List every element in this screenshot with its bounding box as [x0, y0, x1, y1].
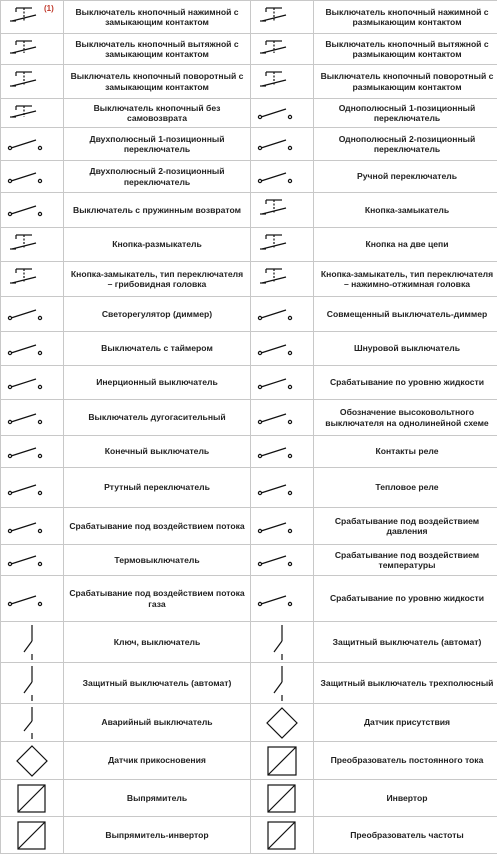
- cord-switch-icon: [252, 333, 312, 365]
- left-label-cell: [64, 65, 251, 99]
- right-symbol-cell: [251, 742, 314, 780]
- symbol-row: [1, 297, 497, 332]
- key-switch-icon: [2, 623, 62, 662]
- right-symbol-cell: [251, 817, 314, 854]
- symbol-row: [1, 508, 497, 545]
- symbol-row: [1, 663, 497, 704]
- symbol-label: Выключатель дугогасительный: [88, 412, 226, 423]
- left-symbol-cell: [1, 1, 64, 34]
- right-label-cell: [314, 228, 497, 262]
- right-symbol-cell: [251, 228, 314, 262]
- left-label-cell: [64, 128, 251, 161]
- left-symbol-cell: [1, 622, 64, 663]
- left-symbol-cell: [1, 366, 64, 400]
- symbol-label: Кнопка на две цепи: [365, 239, 449, 250]
- symbol-row: [1, 400, 497, 436]
- symbol-row: [1, 193, 497, 228]
- left-label-cell: [64, 508, 251, 545]
- left-symbol-cell: [1, 99, 64, 128]
- symbol-label: Защитный выключатель (автомат): [332, 636, 482, 647]
- combined-dimmer-switch-icon: [252, 298, 312, 331]
- pull-button-break-icon: [252, 35, 312, 64]
- right-symbol-cell: [251, 704, 314, 742]
- left-label-cell: [64, 193, 251, 228]
- rotary-button-make-icon: [2, 66, 62, 98]
- symbol-label: Ртутный переключатель: [104, 482, 210, 493]
- touch-sensor-icon: [2, 743, 62, 779]
- right-symbol-cell: [251, 128, 314, 161]
- double-pole-2pos-switch-icon: [2, 162, 62, 192]
- symbol-label: Кнопка-замыкатель, тип переключателя – нажимно-отжимная головка: [320, 268, 494, 289]
- dc-converter-icon: [252, 743, 312, 779]
- flow-switch-icon: [2, 509, 62, 544]
- left-symbol-cell: [1, 817, 64, 854]
- single-pole-1pos-switch-icon: [252, 100, 312, 127]
- right-label-cell: [314, 508, 497, 545]
- right-label-cell: [314, 545, 497, 576]
- right-symbol-cell: [251, 262, 314, 297]
- left-label-cell: [64, 332, 251, 366]
- frequency-converter-icon: [252, 818, 312, 853]
- symbol-row: [1, 1, 497, 34]
- right-symbol-cell: [251, 622, 314, 663]
- right-symbol-cell: [251, 34, 314, 65]
- thermal-relay-icon: [252, 469, 312, 507]
- symbol-row: [1, 366, 497, 400]
- left-symbol-cell: [1, 400, 64, 436]
- symbol-label: Срабатывание под воздействием потока: [69, 520, 245, 531]
- relay-contacts-icon: [252, 437, 312, 467]
- symbol-label: Выключатель кнопочный вытяжной с размыкающим контактом: [325, 38, 489, 59]
- symbol-label: Кнопка-замыкатель: [364, 204, 450, 215]
- symbol-row: [1, 128, 497, 161]
- right-label-cell: [314, 436, 497, 468]
- right-label-cell: [314, 468, 497, 508]
- symbol-label: Выпрямитель: [126, 792, 188, 803]
- right-symbol-cell: [251, 508, 314, 545]
- left-symbol-cell: [1, 468, 64, 508]
- symbol-row: [1, 262, 497, 297]
- liquid-level-switch-2-icon: [252, 577, 312, 621]
- symbol-label: Шнуровой выключатель: [353, 343, 461, 354]
- right-label-cell: [314, 663, 497, 704]
- symbol-row: [1, 332, 497, 366]
- spring-return-switch-icon: [2, 194, 62, 227]
- right-label-cell: [314, 366, 497, 400]
- right-symbol-cell: [251, 366, 314, 400]
- right-label-cell: [314, 1, 497, 34]
- symbol-row: [1, 99, 497, 128]
- push-button-make-icon: [2, 2, 62, 33]
- hv-switch-single-line-icon: [252, 401, 312, 435]
- symbol-label: Термовыключатель: [114, 554, 200, 565]
- right-symbol-cell: [251, 99, 314, 128]
- mushroom-button-icon: [2, 263, 62, 296]
- three-pole-breaker-icon: [252, 664, 312, 703]
- right-label-cell: [314, 99, 497, 128]
- left-label-cell: [64, 297, 251, 332]
- right-symbol-cell: [251, 161, 314, 193]
- symbol-label: Срабатывание под воздействием температуры: [334, 549, 480, 570]
- right-label-cell: [314, 34, 497, 65]
- symbol-row: [1, 704, 497, 742]
- liquid-level-switch-icon: [252, 367, 312, 399]
- right-symbol-cell: [251, 297, 314, 332]
- left-symbol-cell: [1, 65, 64, 99]
- right-symbol-cell: [251, 1, 314, 34]
- left-label-cell: [64, 663, 251, 704]
- left-symbol-cell: [1, 545, 64, 576]
- left-label-cell: [64, 742, 251, 780]
- symbol-label: Ключ, выключатель: [113, 636, 201, 647]
- circuit-breaker-icon: [252, 623, 312, 662]
- right-label-cell: [314, 622, 497, 663]
- left-symbol-cell: [1, 780, 64, 817]
- symbol-row: [1, 576, 497, 622]
- mercury-switch-icon: [2, 469, 62, 507]
- symbol-label: Контакты реле: [375, 446, 439, 457]
- right-label-cell: [314, 161, 497, 193]
- symbol-label: Выключатель кнопочный нажимной с замыкающим контактом: [75, 6, 239, 27]
- symbol-label: Выключатель кнопочный без самовозврата: [93, 102, 221, 123]
- symbol-label: Защитный выключатель (автомат): [82, 677, 232, 688]
- rectifier-inverter-icon: [2, 818, 62, 853]
- gas-flow-switch-icon: [2, 577, 62, 621]
- left-symbol-cell: [1, 193, 64, 228]
- symbol-label: Выключатель кнопочный вытяжной с замыкающим контактом: [75, 38, 239, 59]
- symbol-label: Кнопка-замыкатель, тип переключателя – грибовидная головка: [70, 268, 244, 289]
- symbol-label: Однополюсный 2-позиционный переключатель: [338, 133, 476, 154]
- arc-quenching-switch-icon: [2, 401, 62, 435]
- button-two-circuit-icon: [252, 229, 312, 261]
- right-symbol-cell: [251, 436, 314, 468]
- symbol-label: Преобразователь постоянного тока: [330, 755, 484, 766]
- push-button-break-icon: [252, 2, 312, 33]
- right-symbol-cell: [251, 65, 314, 99]
- symbol-label: Двухполюсный 1-позиционный переключатель: [89, 133, 225, 154]
- button-make-icon: [252, 194, 312, 227]
- symbol-row: [1, 780, 497, 817]
- symbol-label: Выключатель кнопочный нажимной с размыкающим контактом: [325, 6, 489, 27]
- left-label-cell: [64, 436, 251, 468]
- symbol-label: Ручной переключатель: [357, 171, 457, 182]
- right-label-cell: [314, 400, 497, 436]
- symbol-label: Выключатель кнопочный поворотный с размыкающим контактом: [320, 71, 494, 92]
- symbol-row: [1, 34, 497, 65]
- left-label-cell: [64, 780, 251, 817]
- symbol-label: Совмещенный выключатель-диммер: [326, 308, 488, 319]
- emergency-switch-icon: [2, 705, 62, 741]
- inertia-switch-icon: [2, 367, 62, 399]
- right-label-cell: [314, 742, 497, 780]
- temperature-switch-icon: [252, 546, 312, 575]
- left-label-cell: [64, 34, 251, 65]
- symbol-label: Срабатывание под воздействием потока газа: [69, 588, 245, 609]
- symbol-row: [1, 622, 497, 663]
- symbol-label: Аварийный выключатель: [101, 717, 213, 728]
- left-label-cell: [64, 1, 251, 34]
- symbol-label: Конечный выключатель: [104, 446, 210, 457]
- symbol-label: Инвертор: [386, 792, 428, 803]
- right-label-cell: [314, 576, 497, 622]
- left-label-cell: [64, 228, 251, 262]
- left-label-cell: [64, 366, 251, 400]
- left-symbol-cell: [1, 161, 64, 193]
- left-symbol-cell: [1, 297, 64, 332]
- pressure-switch-icon: [252, 509, 312, 544]
- left-label-cell: [64, 545, 251, 576]
- left-symbol-cell: [1, 704, 64, 742]
- right-symbol-cell: [251, 400, 314, 436]
- left-label-cell: [64, 262, 251, 297]
- symbol-label: Однополюсный 1-позиционный переключатель: [338, 102, 476, 123]
- circuit-breaker-auto-icon: [2, 664, 62, 703]
- manual-switch-icon: [252, 162, 312, 192]
- symbol-label: Датчик присутствия: [363, 717, 451, 728]
- left-symbol-cell: [1, 34, 64, 65]
- left-label-cell: [64, 576, 251, 622]
- symbol-row: [1, 161, 497, 193]
- symbol-label: Кнопка-размыкатель: [112, 239, 202, 250]
- symbol-row: [1, 468, 497, 508]
- symbol-row: [1, 436, 497, 468]
- right-symbol-cell: [251, 468, 314, 508]
- symbol-label: Инерционный выключатель: [96, 377, 218, 388]
- push-button-nonlatching-icon: [2, 100, 62, 127]
- inverter-icon: [252, 781, 312, 816]
- symbol-label: Выключатель с пружинным возвратом: [72, 204, 241, 215]
- right-symbol-cell: [251, 545, 314, 576]
- limit-switch-icon: [2, 437, 62, 467]
- left-label-cell: [64, 468, 251, 508]
- left-symbol-cell: [1, 663, 64, 704]
- left-symbol-cell: [1, 332, 64, 366]
- symbol-label: Обозначение высоковольтного выключателя на однолинейной схеме: [325, 407, 489, 428]
- left-symbol-cell: [1, 508, 64, 545]
- timer-switch-icon: [2, 333, 62, 365]
- symbol-row: [1, 742, 497, 780]
- footnote-marker: (1): [44, 4, 54, 13]
- single-pole-2pos-switch-icon: [252, 129, 312, 160]
- right-label-cell: [314, 65, 497, 99]
- left-label-cell: [64, 817, 251, 854]
- presence-sensor-icon: [252, 705, 312, 741]
- symbol-label: Двухполюсный 2-позиционный переключатель: [89, 166, 225, 187]
- symbol-row: [1, 545, 497, 576]
- left-symbol-cell: [1, 742, 64, 780]
- symbol-label: Выпрямитель-инвертор: [105, 829, 209, 840]
- rotary-button-break-icon: [252, 66, 312, 98]
- pull-button-make-icon: [2, 35, 62, 64]
- right-symbol-cell: [251, 576, 314, 622]
- right-label-cell: [314, 262, 497, 297]
- left-label-cell: [64, 161, 251, 193]
- right-label-cell: [314, 780, 497, 817]
- dimmer-icon: [2, 298, 62, 331]
- symbol-label: Выключатель кнопочный поворотный с замыкающим контактом: [70, 71, 244, 92]
- symbol-label: Светорегулятор (диммер): [101, 308, 213, 319]
- left-label-cell: [64, 622, 251, 663]
- left-symbol-cell: [1, 436, 64, 468]
- symbol-label: Срабатывание по уровню жидкости: [329, 593, 485, 604]
- right-label-cell: [314, 128, 497, 161]
- right-symbol-cell: [251, 663, 314, 704]
- left-symbol-cell: [1, 262, 64, 297]
- right-label-cell: [314, 704, 497, 742]
- symbol-label: Датчик прикосновения: [108, 755, 206, 766]
- left-label-cell: [64, 704, 251, 742]
- symbol-label: Тепловое реле: [375, 482, 439, 493]
- left-label-cell: [64, 400, 251, 436]
- left-symbol-cell: [1, 576, 64, 622]
- symbol-label: Выключатель с таймером: [101, 343, 213, 354]
- left-symbol-cell: [1, 228, 64, 262]
- right-symbol-cell: [251, 332, 314, 366]
- thermal-switch-icon: [2, 546, 62, 575]
- left-symbol-cell: [1, 128, 64, 161]
- symbol-label: Срабатывание по уровню жидкости: [329, 377, 485, 388]
- right-label-cell: [314, 332, 497, 366]
- right-label-cell: [314, 193, 497, 228]
- symbol-row: [1, 228, 497, 262]
- push-push-button-icon: [252, 263, 312, 296]
- rectifier-icon: [2, 781, 62, 816]
- right-label-cell: [314, 817, 497, 854]
- symbol-row: [1, 817, 497, 854]
- double-pole-1pos-switch-icon: [2, 129, 62, 160]
- symbol-label: Преобразователь частоты: [350, 829, 464, 840]
- symbol-label: Срабатывание под воздействием давления: [334, 515, 480, 536]
- right-symbol-cell: [251, 193, 314, 228]
- right-label-cell: [314, 297, 497, 332]
- button-break-icon: [2, 229, 62, 261]
- right-symbol-cell: [251, 780, 314, 817]
- symbol-label: Защитный выключатель трехполюсный: [320, 677, 494, 688]
- symbol-row: [1, 65, 497, 99]
- left-label-cell: [64, 99, 251, 128]
